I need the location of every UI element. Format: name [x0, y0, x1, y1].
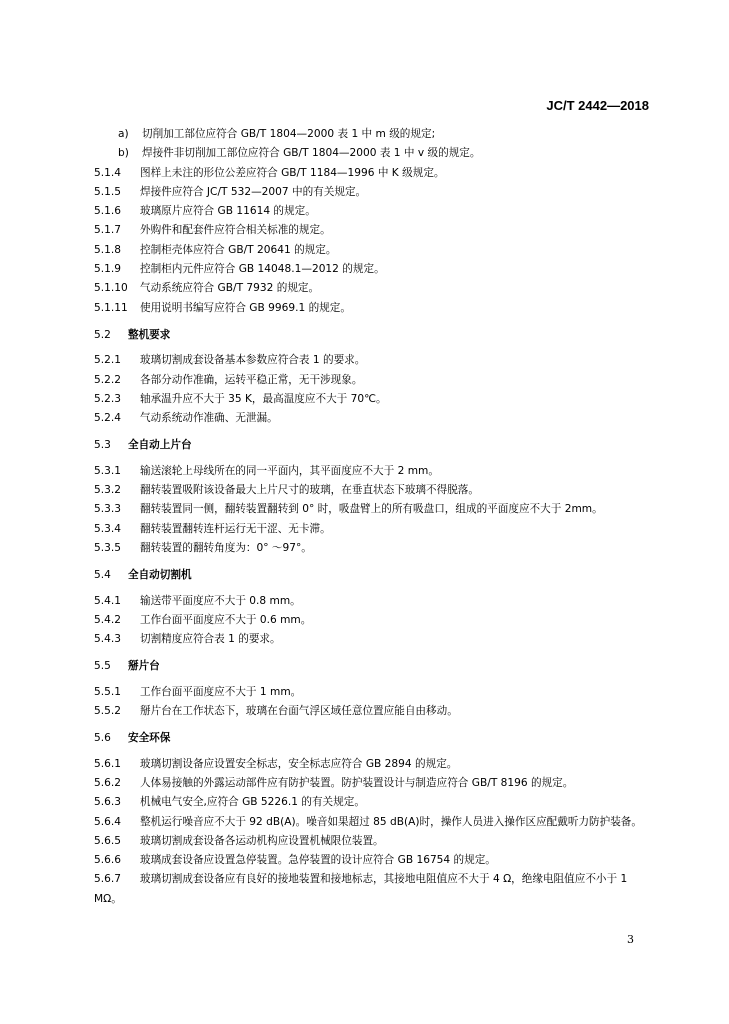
clause-text: 玻璃成套设备应设置急停装置。急停装置的设计应符合 GB 16754 的规定。: [140, 854, 496, 867]
document-body: [94, 125, 656, 909]
clause-text: 工作台面平面度应不大于 0.6 mm。: [140, 613, 312, 626]
clause: [94, 390, 656, 409]
clause-text: 外购件和配套件应符合相关标准的规定。: [140, 224, 331, 237]
clause-number: 5.1.5: [94, 185, 121, 198]
section-number: 5.2: [94, 328, 111, 341]
section-number: 5.6: [94, 732, 111, 745]
clause-number: 5.6.3: [94, 796, 121, 809]
clause-text: 玻璃切割设备应设置安全标志，安全标志应符合 GB 2894 的规定。: [140, 757, 458, 770]
clause: [94, 183, 656, 202]
clause: [94, 851, 656, 870]
clause-text: 焊接件应符合 JC/T 532—2007 中的有关规定。: [140, 185, 367, 198]
clause-text: 气动系统应符合 GB/T 7932 的规定。: [140, 282, 320, 295]
clause-number: 5.4.1: [94, 594, 121, 607]
section-number: 5.3: [94, 439, 111, 452]
clause-text: 翻转装置同一侧，翻转装置翻转到 0° 时，吸盘臂上的所有吸盘口，组成的平面度应不大于 2mm。: [140, 503, 603, 516]
clause-number: 5.6.1: [94, 757, 121, 770]
section-heading: [94, 436, 656, 455]
clause: [94, 755, 656, 774]
clause-number: 5.5.1: [94, 685, 121, 698]
clause-number: 5.3.1: [94, 464, 121, 477]
clause-number: 5.6.7: [94, 873, 121, 886]
section: [94, 326, 656, 428]
clause: [94, 241, 656, 260]
clause-number: 5.2.3: [94, 392, 121, 405]
clause: [94, 832, 656, 851]
section-title: 整机要求: [128, 328, 171, 341]
clause: [94, 462, 656, 481]
clause-text: 输送滚轮上母线所在的同一平面内，其平面度应不大于 2 mm。: [140, 464, 439, 477]
list-marker: b): [118, 147, 129, 160]
clause-text: 翻转装置翻转连杆运行无干涩、无卡滞。: [140, 522, 331, 535]
clause-number: 5.3.5: [94, 541, 121, 554]
clause: [94, 793, 656, 812]
clause: [94, 481, 656, 500]
clause-group-5-1: [94, 125, 656, 318]
page-number: 3: [627, 933, 634, 946]
clause: [94, 202, 656, 221]
clause-number: 5.1.11: [94, 301, 128, 314]
clause-number: 5.4.3: [94, 633, 121, 646]
clause-number: 5.2.4: [94, 412, 121, 425]
clause: [94, 409, 656, 428]
clause: [94, 351, 656, 370]
list-item: [94, 144, 656, 163]
clause: [94, 813, 656, 832]
clause-text: 气动系统动作准确、无泄漏。: [140, 412, 278, 425]
clause: [94, 870, 656, 909]
clause-text: 人体易接触的外露运动部件应有防护装置。防护装置设计与制造应符合 GB/T 8196 的规定。: [140, 776, 574, 789]
clause: [94, 279, 656, 298]
clause-number: 5.6.6: [94, 854, 121, 867]
standard-code: JC/T 2442—2018: [546, 98, 649, 113]
section-title: 全自动上片台: [128, 439, 192, 452]
clause-text: 控制柜内元件应符合 GB 14048.1—2012 的规定。: [140, 263, 385, 276]
clause-text: 控制柜壳体应符合 GB/T 20641 的规定。: [140, 243, 337, 256]
section: [94, 566, 656, 649]
clause-number: 5.4.2: [94, 613, 121, 626]
clause-number: 5.6.4: [94, 815, 121, 828]
clause: [94, 221, 656, 240]
clause-text: 使用说明书编写应符合 GB 9969.1 的规定。: [140, 301, 351, 314]
clause-number: 5.1.8: [94, 243, 121, 256]
clause-number: 5.1.9: [94, 263, 121, 276]
clause: [94, 611, 656, 630]
clause: [94, 371, 656, 390]
clause-text: 各部分动作准确，运转平稳正常，无干涉现象。: [140, 373, 363, 386]
section-heading: [94, 326, 656, 345]
section: [94, 729, 656, 909]
clause-number: 5.2.1: [94, 354, 121, 367]
list-item: [94, 125, 656, 144]
clause: [94, 702, 656, 721]
clause-text: 玻璃切割成套设备各运动机构应设置机械限位装置。: [140, 834, 384, 847]
section-heading: [94, 729, 656, 748]
clause-text: 翻转装置的翻转角度为：0° ～97°。: [140, 541, 312, 554]
clause-number: 5.5.2: [94, 705, 121, 718]
clause-text: 整机运行噪音应不大于 92 dB(A)。噪音如果超过 85 dB(A)时，操作人员进入操作区应配戴听力防护装备。: [140, 815, 642, 828]
clause: [94, 500, 656, 519]
list-item-text: 焊接件非切削加工部位应符合 GB/T 1804—2000 表 1 中 v 级的规定。: [142, 147, 481, 160]
clause-number: 5.3.3: [94, 503, 121, 516]
clause-text: 玻璃切割成套设备基本参数应符合表 1 的要求。: [140, 354, 366, 367]
clause-number: 5.3.2: [94, 484, 121, 497]
section: [94, 657, 656, 721]
clause-number: 5.2.2: [94, 373, 121, 386]
section-title: 全自动切割机: [128, 569, 192, 582]
section-number: 5.4: [94, 569, 111, 582]
clause-text: 掰片台在工作状态下，玻璃在台面气浮区域任意位置应能自由移动。: [140, 705, 458, 718]
clause-text: 玻璃原片应符合 GB 11614 的规定。: [140, 205, 316, 218]
clause-text: 工作台面平面度应不大于 1 mm。: [140, 685, 302, 698]
clause-text: 输送带平面度应不大于 0.8 mm。: [140, 594, 301, 607]
clause: [94, 299, 656, 318]
clause: [94, 539, 656, 558]
clause-text: 玻璃切割成套设备应有良好的接地装置和接地标志，其接地电阻值应不大于 4 Ω，绝缘电阻值应不小于 1 MΩ。: [94, 873, 628, 905]
clause: [94, 592, 656, 611]
section-heading: [94, 657, 656, 676]
clause-number: 5.6.5: [94, 834, 121, 847]
clause-number: 5.1.6: [94, 205, 121, 218]
clause: [94, 164, 656, 183]
clause-text: 翻转装置吸附该设备最大上片尺寸的玻璃，在垂直状态下玻璃不得脱落。: [140, 484, 479, 497]
clause-text: 机械电气安全,应符合 GB 5226.1 的有关规定。: [140, 796, 365, 809]
clause: [94, 260, 656, 279]
clause-number: 5.3.4: [94, 522, 121, 535]
clause: [94, 774, 656, 793]
clause-number: 5.6.2: [94, 776, 121, 789]
section-heading: [94, 566, 656, 585]
clause-number: 5.1.10: [94, 282, 128, 295]
section-title: 掰片台: [128, 660, 160, 673]
list-item-text: 切削加工部位应符合 GB/T 1804—2000 表 1 中 m 级的规定;: [142, 128, 436, 140]
clause-text: 切割精度应符合表 1 的要求。: [140, 633, 281, 646]
clause-text: 图样上未注的形位公差应符合 GB/T 1184—1996 中 K 级规定。: [140, 166, 445, 179]
section: [94, 436, 656, 558]
clause-number: 5.1.4: [94, 166, 121, 179]
clause: [94, 520, 656, 539]
section-number: 5.5: [94, 660, 111, 673]
section-title: 安全环保: [128, 732, 171, 745]
clause: [94, 630, 656, 649]
clause-text: 轴承温升应不大于 35 K，最高温度应不大于 70℃。: [140, 392, 387, 405]
list-marker: a): [118, 128, 129, 140]
sections-container: [94, 326, 656, 909]
clause-number: 5.1.7: [94, 224, 121, 237]
clause: [94, 683, 656, 702]
